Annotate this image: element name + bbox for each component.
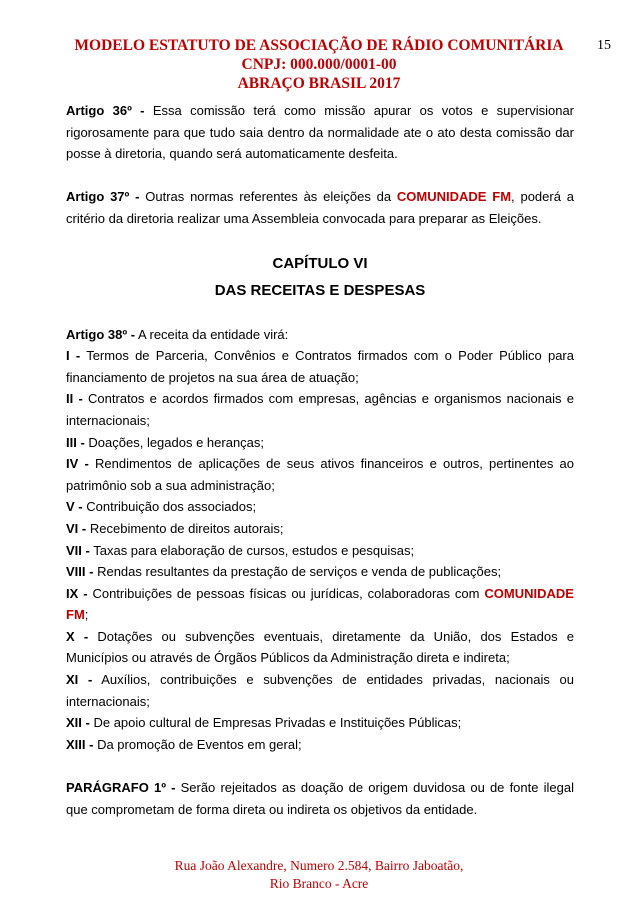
article-36: [66, 100, 574, 165]
article-36-text: Essa comissão terá como missão apurar os votos e supervisionar rigorosamente para que tudo saia dentro da normalidade ate o ato desta comissão dar posse à diretoria, quando será automaticamente desfeita.: [66, 103, 575, 162]
list-item: XIII - Da promoção de Eventos em geral;: [66, 736, 302, 752]
page-number: 15: [597, 38, 611, 53]
list-item: VII - Taxas para elaboração de cursos, estudos e pesquisas;: [66, 542, 415, 558]
list-item: III - Doações, legados e heranças;: [66, 434, 265, 450]
list-item: II - Contratos e acordos firmados com empresas, agências e organismos nacionais e internacionais;: [66, 391, 574, 428]
chapter-subtitle: DAS RECEITAS E DESPESAS: [214, 281, 426, 299]
list-item: XI - Auxílios, contribuições e subvenções de entidades privadas, nacionais ou internacionais;: [66, 672, 574, 709]
list-item: I - Termos de Parceria, Convênios e Contratos firmados com o Poder Público para financiamento de projetos na sua área de atuação;: [66, 348, 574, 385]
article-38: [66, 324, 574, 346]
list-item: VIII - Rendas resultantes da prestação de serviços e venda de publicações;: [66, 564, 502, 580]
article-36-label: Artigo 36º -: [66, 103, 145, 118]
document-cnpj: CNPJ: 000.000/0001-00: [241, 56, 397, 73]
document-body: [66, 100, 574, 820]
document-title: MODELO ESTATUTO DE ASSOCIAÇÃO DE RÁDIO COMUNITÁRIA: [74, 37, 564, 54]
article-38-label: Artigo 38º -: [66, 326, 136, 342]
article-37-org: COMUNIDADE FM: [396, 189, 512, 205]
list-item: X - Dotações ou subvenções eventuais, diretamente da União, dos Estados e Municípios ou através de Órgãos Públicos da Administração direta e indireta;: [66, 628, 574, 666]
list-item: V - Contribuição dos associados;: [66, 499, 257, 515]
footer-address: Rua João Alexandre, Numero 2.584, Bairro Jaboatão,: [174, 858, 464, 873]
article-37: [66, 186, 574, 229]
paragraph-1-label: PARÁGRAFO 1º -: [66, 780, 176, 796]
article-38-text: A receita da entidade virá:: [137, 326, 289, 342]
list-item-org: COMUNIDADE FM: [66, 585, 574, 623]
article-37-label: Artigo 37º -: [66, 189, 140, 205]
footer-city: Rio Branco - Acre: [269, 876, 369, 891]
list-item: VI - Recebimento de direitos autorais;: [66, 520, 284, 536]
article-37-text-b: , poderá a critério da diretoria realizar uma Assembleia convocada para preparar as Eleições.: [66, 189, 574, 226]
document-subtitle: ABRAÇO BRASIL 2017: [237, 75, 401, 92]
paragraph-1: [66, 777, 574, 820]
list-item: IX - Contribuições de pessoas físicas ou jurídicas, colaboradoras com COMUNIDADE FM;: [66, 585, 574, 623]
chapter-title: CAPÍTULO VI: [272, 254, 368, 272]
list-item: XII - De apoio cultural de Empresas Privadas e Instituições Públicas;: [66, 715, 462, 731]
list-item: IV - Rendimentos de aplicações de seus ativos financeiros e outros, pertinentes ao patrimônio sob a sua administração;: [66, 456, 574, 493]
paragraph-1-text: Serão rejeitados as doação de origem duvidosa ou de fonte ilegal que comprometam de forma direta ou indireta os objetivos da entidade.: [66, 780, 574, 817]
article-37-text-a: Outras normas referentes às eleições da: [145, 189, 392, 205]
revenue-list: [66, 345, 574, 755]
